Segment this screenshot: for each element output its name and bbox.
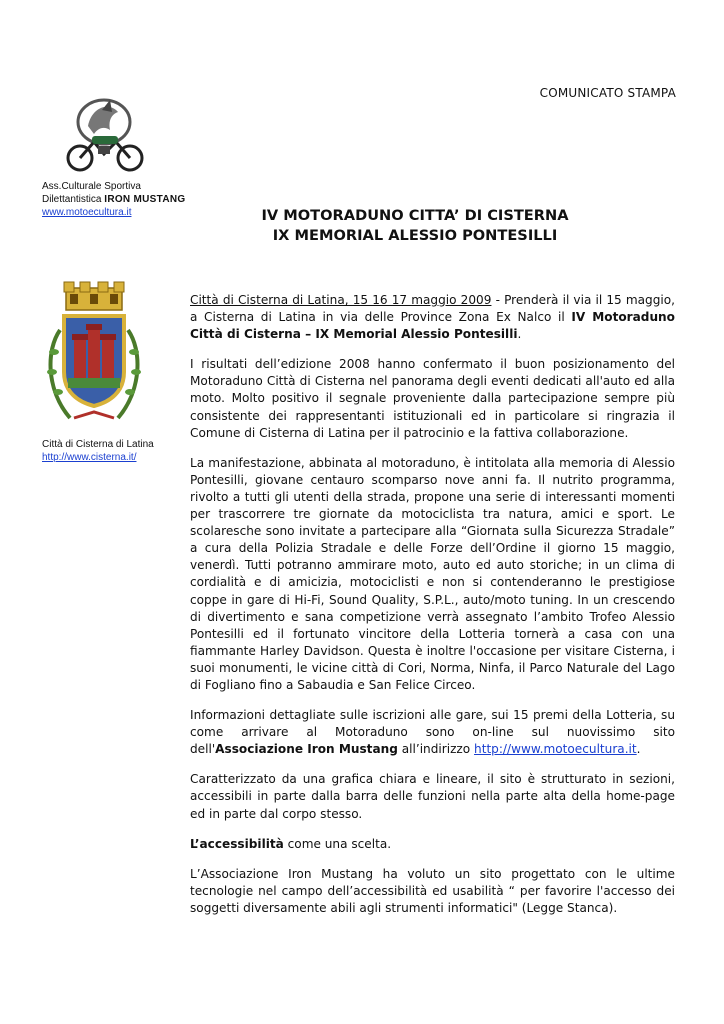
event-name: IV Motoraduno Città di Cisterna – IX Memorial Alessio Pontesilli: [190, 310, 675, 342]
info-end: .: [636, 742, 641, 757]
website-link[interactable]: http://www.motoecultura.it: [474, 742, 637, 757]
association-name: IRON MUSTANG: [104, 194, 186, 205]
title-line2: IX MEMORIAL ALESSIO PONTESILLI: [272, 227, 558, 244]
press-release-body: [190, 292, 675, 930]
press-release-title: [250, 206, 580, 246]
paragraph-accessibility-heading: [190, 836, 675, 853]
press-release-label: COMUNICATO STAMPA: [539, 86, 676, 100]
paragraph-site: Caratterizzato da una grafica chiara e lineare, il sito è strutturato in sezioni, accessibili in parte dalla barra delle funzioni nella parte alta della home-page ed in parte dal corpo stesso.: [190, 772, 675, 821]
association-bold: Associazione Iron Mustang: [215, 742, 398, 757]
city-website-link[interactable]: http://www.cisterna.it/: [42, 452, 137, 463]
paragraph-results: I risultati dell’edizione 2008 hanno confermato il buon posizionamento del Motoraduno Città di Cisterna nel panorama degli eventi dedicati all'auto ed alla moto. Molto positivo il segnale proveniente dalla partecipazione sempre più consistente dei rappresentanti istituzionali ed in particolare si ringrazia il Comune di Cisterna di Latina per il patrocinio e la fattiva collaborazione.: [190, 357, 675, 440]
paragraph-program: La manifestazione, abbinata al motoraduno, è intitolata alla memoria di Alessio Pontesilli, giovane centauro scomparso nove anni fa. Il nutrito programma, rivolto a tutti gli utenti della strada, propone una serie di interessanti momenti per trascorrere tre giornate da motociclista tra natura, amici e sport. Le scolaresche sono invitate a partecipare alla “Giornata sulla Sicurezza Stradale” a cura della Polizia Stradale e delle Forze dell’Ordine il giorno 15 maggio, venerdì. Tutti potranno ammirare moto, auto ed auto storiche; in un clima di cordialità e di amicizia, motociclisti e non si contenderanno le prestigiose coppe in gare di Hi-Fi, Sound Quality, S.P.L., auto/moto tuning. In un crescendo di divertimento e sana competizione verrà assegnato l’ambito Trofeo Alessio Pontesilli ed il fortunato vincitore della Lotteria tornerà a casa con una fiammante Harley Davidson. Questa è inoltre l'occasione per visitare Cisterna, i suoi monumenti, le vicine città di Cori, Norma, Ninfa, il Parco Naturale del Lago di Fogliano fino a Sabaudia e San Felice Circeo.: [190, 455, 675, 692]
iron-mustang-logo: [58, 96, 150, 176]
association-website-link[interactable]: www.motoecultura.it: [42, 207, 132, 218]
association-type: Dilettantistica: [42, 194, 102, 205]
paragraph-info: [190, 707, 675, 758]
association-line1: Ass.Culturale Sportiva: [42, 181, 141, 192]
paragraph-intro: [190, 292, 675, 343]
location-date: Città di Cisterna di Latina, 15 16 17 maggio 2009: [190, 293, 492, 307]
info-mid: all’indirizzo: [397, 742, 475, 757]
title-line1: IV MOTORADUNO CITTA’ DI CISTERNA: [261, 207, 569, 224]
association-info: [42, 180, 185, 219]
city-info: [42, 438, 154, 464]
cisterna-coat-of-arms: [40, 280, 148, 432]
paragraph-accessibility: L’Associazione Iron Mustang ha voluto un sito progettato con le ultime tecnologie nel campo dell’accessibilità ed usabilità “ per favorire l'accesso dei soggetti diversamente abili agli strumenti informatici" (Legge Stanca).: [190, 866, 675, 915]
intro-text: - Prenderà il via il 15 maggio, a Cisterna di Latina in via delle Province Zona Ex Nalco il: [190, 293, 675, 325]
intro-end: .: [517, 327, 522, 342]
city-name: Città di Cisterna di Latina: [42, 439, 154, 450]
accessibility-text: come una scelta.: [283, 836, 392, 851]
accessibility-bold: L’accessibilità: [190, 836, 284, 851]
association-line2: [42, 193, 185, 206]
info-text: Informazioni dettagliate sulle iscrizioni alle gare, sui 15 premi della Lotteria, su come arrivare al Motoraduno sono on-line sul nuovissimo sito dell': [190, 708, 675, 757]
